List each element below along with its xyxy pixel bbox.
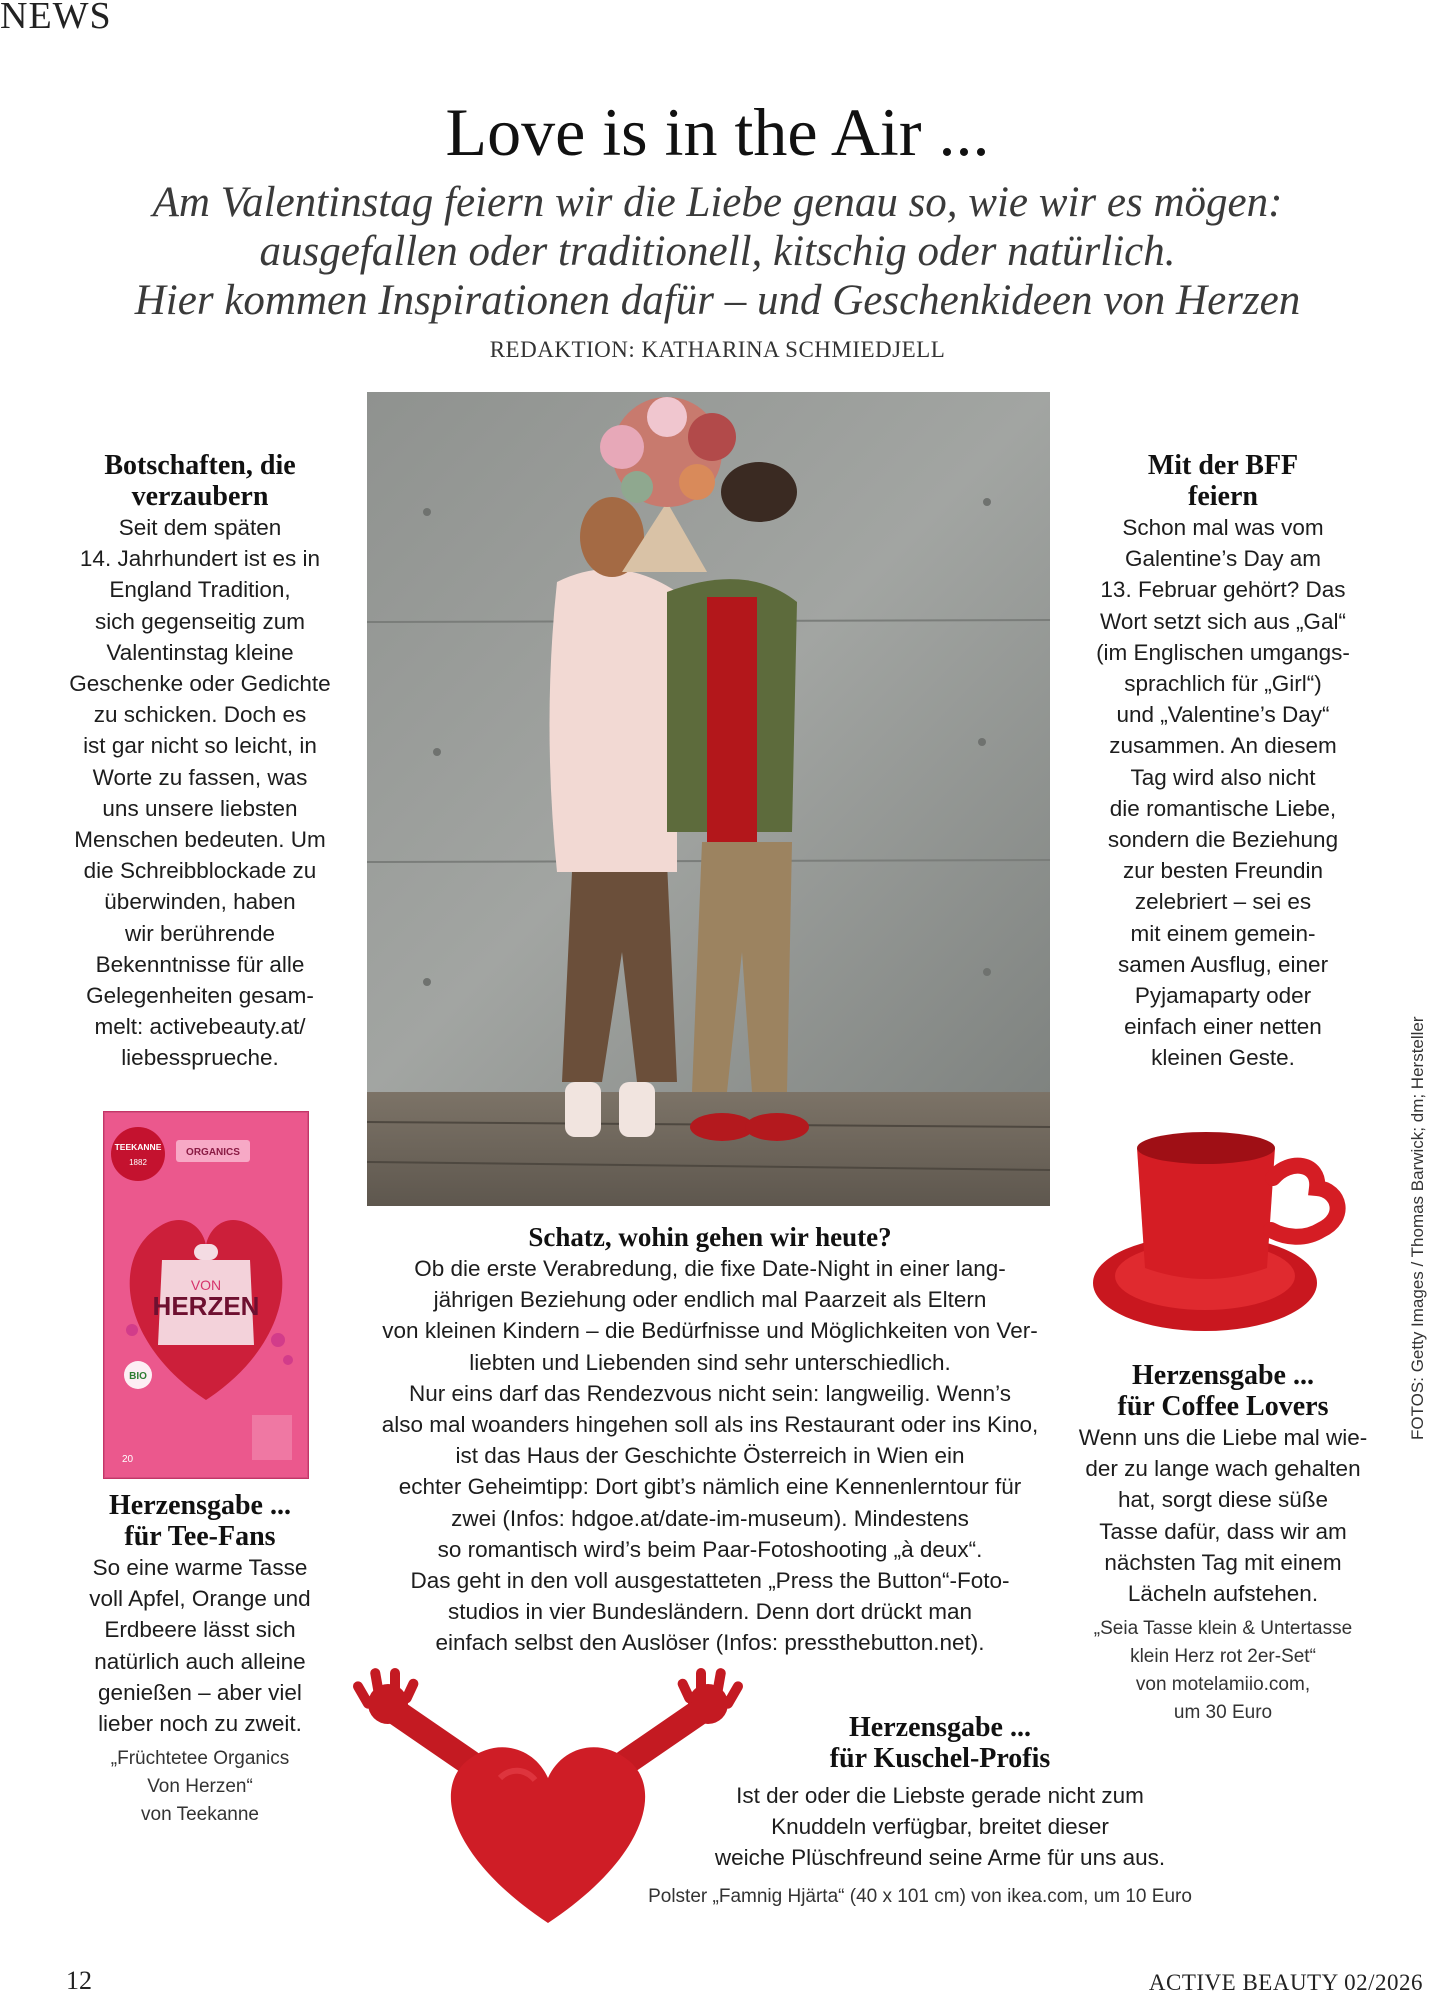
cuddle-heading (640, 1712, 1240, 1774)
text-line: liebessprueche. (121, 1045, 279, 1071)
deck-line: ausgefallen oder traditionell, kitschig oder natürlich. (259, 228, 1176, 275)
heading-line: für Tee-Fans (124, 1521, 276, 1552)
text-line: uns unsere liebsten (102, 795, 298, 821)
text-line: die Schreibblockade zu (83, 858, 317, 884)
coffee-caption (1068, 1615, 1378, 1727)
text-line: Ob die erste Verabredung, die fixe Date-Night in einer lang- (414, 1256, 1006, 1281)
text-line: Pyjamaparty oder (1134, 983, 1312, 1009)
text-line: also mal woanders hingehen soll als ins Restaurant oder ins Kino, (381, 1412, 1039, 1438)
text-line: lieber noch zu zweit. (98, 1711, 302, 1737)
text-line: Erdbeere lässt sich (104, 1617, 296, 1643)
text-line: melt: activebeauty.at/ (94, 1014, 306, 1040)
text-line: nächsten Tag mit einem (1104, 1549, 1342, 1575)
text-line: jährigen Beziehung oder endlich mal Paarzeit als Eltern (433, 1287, 987, 1313)
text-line: Das geht in den voll ausgestatteten „Press the Button“-Foto- (410, 1568, 1010, 1594)
coffee-body (1068, 1422, 1378, 1609)
text-line: überwinden, haben (104, 889, 296, 915)
text-line: mit einem gemein- (1130, 920, 1316, 946)
tea-feature (55, 1490, 345, 1829)
teekanne-logo (111, 1127, 165, 1181)
tea-count-label: 20 (122, 1454, 134, 1465)
intro-deck (80, 178, 1355, 325)
text-line: ist das Haus der Geschichte Österreich in Wien ein (455, 1443, 965, 1469)
text-line: Tasse dafür, dass wir am (1099, 1518, 1347, 1544)
caption-line: um 30 Euro (1173, 1702, 1273, 1724)
text-line: weiche Plüschfreund seine Arme für uns aus. (714, 1845, 1166, 1871)
text-line: liebten und Liebenden sind sehr unterschiedlich. (469, 1349, 951, 1375)
magazine-issue: ACTIVE BEAUTY 02/2026 (1148, 1970, 1423, 1995)
text-line: Wenn uns die Liebe mal wie- (1078, 1425, 1368, 1450)
caption-line: „Früchtetee Organics (110, 1748, 290, 1770)
text-line: zelebriert – sei es (1134, 889, 1312, 915)
text-line: einfach selbst den Auslöser (Infos: pressthebutton.net). (435, 1630, 985, 1656)
right-column-body (1078, 512, 1368, 1074)
text-line: Galentine’s Day am (1125, 546, 1321, 572)
text-line: Geschenke oder Gedichte (69, 671, 331, 697)
text-line: Bekenntnisse für alle (95, 951, 305, 977)
text-line: die romantische Liebe, (1109, 795, 1337, 821)
text-line: 13. Februar gehört? Das (1100, 577, 1346, 603)
heading-line: Mit der BFF (1147, 450, 1299, 481)
deck-line: Am Valentinstag feiern wir die Liebe genau so, wie wir es mögen: (152, 179, 1283, 226)
coffee-feature (1068, 1360, 1378, 1727)
text-line: der zu lange wach gehalten (1085, 1456, 1361, 1482)
heading-line: Herzensgabe ... (109, 1490, 291, 1521)
left-column (55, 450, 345, 1074)
text-line: wir berührende (124, 920, 276, 946)
tea-heading (55, 1490, 345, 1552)
text-line: Menschen bedeuten. Um (74, 827, 326, 853)
cup-product-image (1085, 1118, 1355, 1338)
text-line: echter Geheimtipp: Dort gibt’s nämlich eine Kennenlerntour für (398, 1474, 1022, 1500)
text-line: studios in vier Bundesländern. Denn dort drückt man (447, 1599, 973, 1625)
cuddle-caption: Polster „Famnig Hjärta“ (40 x 101 cm) von ikea.com, um 10 Euro (648, 1886, 1192, 1907)
text-line: sich gegenseitig zum (94, 608, 306, 634)
heading-line: Herzensgabe ... (849, 1712, 1031, 1743)
text-line: von kleinen Kindern – die Bedürfnisse und Möglichkeiten von Ver- (382, 1318, 1038, 1344)
organics-label: ORGANICS (186, 1147, 240, 1158)
right-column (1078, 450, 1368, 1074)
text-line: England Tradition, (109, 577, 291, 603)
couple-photo (367, 392, 1050, 1206)
tea-caption (55, 1745, 345, 1829)
page-number: 12 (66, 1966, 92, 1995)
text-line: Valentinstag kleine (106, 639, 294, 665)
center-article-heading: Schatz, wohin gehen wir heute? (528, 1222, 892, 1252)
cuddle-body (640, 1780, 1240, 1874)
text-line: sondern die Beziehung (1107, 827, 1339, 853)
left-column-heading (55, 450, 345, 512)
text-line: voll Apfel, Orange und (89, 1586, 311, 1612)
tea-body (55, 1552, 345, 1739)
text-line: zu schicken. Doch es (93, 702, 307, 728)
text-line: Gelegenheiten gesam- (86, 983, 314, 1009)
text-line: Seit dem späten (118, 515, 282, 540)
brand-year: 1882 (129, 1158, 147, 1167)
deck-line: Hier kommen Inspirationen dafür – und Geschenkideen von Herzen (134, 277, 1301, 324)
text-line: zusammen. An diesem (1109, 733, 1337, 759)
text-line: Knuddeln verfügbar, breitet dieser (771, 1814, 1109, 1840)
heading-line: für Kuschel-Profis (829, 1743, 1051, 1774)
coffee-heading (1068, 1360, 1378, 1422)
tea-product-image (102, 1110, 310, 1480)
photo-credits: FOTOS: Getty Images / Thomas Barwick; dm; Hersteller (1408, 1016, 1427, 1440)
heading-line: feiern (1188, 481, 1258, 512)
text-line: so romantisch wird’s beim Paar-Fotoshooting „à deux“. (437, 1536, 983, 1562)
caption-line: „Seia Tasse klein & Untertasse (1093, 1618, 1353, 1640)
caption-line: klein Herz rot 2er-Set“ (1130, 1646, 1316, 1668)
herzen-label: HERZEN (152, 1291, 260, 1321)
center-article (360, 1222, 1060, 1659)
heading-line: Botschaften, die (104, 450, 296, 481)
heading-line: Herzensgabe ... (1132, 1360, 1314, 1391)
text-line: zwei (Infos: hdgoe.at/date-im-museum). Mindestens (451, 1505, 969, 1531)
byline: REDAKTION: KATHARINA SCHMIEDJELL (489, 337, 946, 362)
text-line: einfach einer netten (1124, 1014, 1322, 1040)
text-line: natürlich auch alleine (94, 1648, 306, 1674)
text-line: samen Ausflug, einer (1117, 951, 1329, 977)
text-line: Lächeln aufstehen. (1127, 1581, 1319, 1607)
text-line: sprachlich für „Girl“) (1124, 671, 1322, 697)
caption-line: Von Herzen“ (147, 1776, 253, 1798)
text-line: Ist der oder die Liebste gerade nicht zum (736, 1783, 1144, 1808)
section-label: NEWS (0, 0, 112, 37)
text-line: Worte zu fassen, was (92, 764, 308, 790)
text-line: und „Valentine’s Day“ (1116, 702, 1330, 728)
left-column-body (55, 512, 345, 1074)
page-title: Love is in the Air ... (445, 94, 990, 170)
caption-line: von Teekanne (141, 1804, 259, 1826)
text-line: (im Englischen umgangs- (1096, 639, 1350, 665)
bio-label: BIO (129, 1371, 147, 1382)
center-article-body (360, 1253, 1060, 1659)
heading-line: für Coffee Lovers (1117, 1391, 1329, 1422)
text-line: hat, sorgt diese süße (1117, 1487, 1329, 1513)
text-line: Nur eins darf das Rendezvous nicht sein: langweilig. Wenn’s (409, 1380, 1011, 1406)
right-column-heading (1078, 450, 1368, 512)
text-line: kleinen Geste. (1151, 1045, 1295, 1071)
heading-line: verzaubern (131, 481, 269, 512)
brand-label: TEEKANNE (114, 1142, 162, 1152)
cuddle-feature-heading (640, 1712, 1240, 1774)
text-line: Tag wird also nicht (1130, 764, 1316, 790)
von-label: VON (190, 1277, 222, 1293)
text-line: Schon mal was vom (1122, 515, 1324, 540)
text-line: Wort setzt sich aus „Gal“ (1100, 608, 1346, 634)
text-line: ist gar nicht so leicht, in (83, 733, 317, 759)
text-line: So eine warme Tasse (92, 1555, 308, 1580)
text-line: zur besten Freundin (1122, 858, 1324, 884)
caption-line: von motelamiio.com, (1135, 1674, 1311, 1696)
text-line: genießen – aber viel (98, 1679, 302, 1705)
text-line: 14. Jahrhundert ist es in (79, 546, 321, 572)
